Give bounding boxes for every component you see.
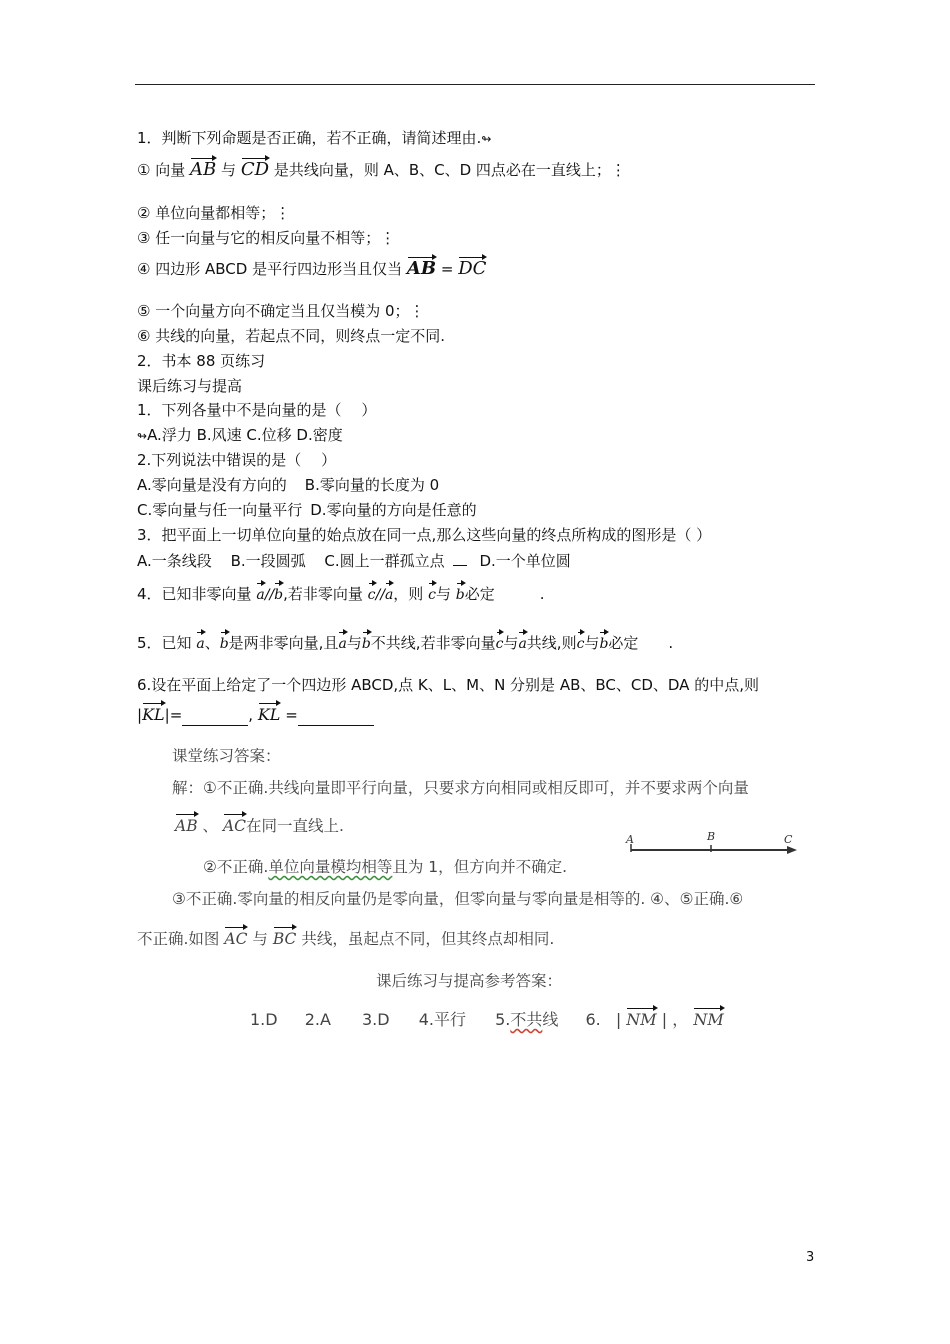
vector-kl: KL: [142, 705, 165, 724]
vector-bc: BC: [272, 930, 297, 948]
vector-b: b: [361, 636, 371, 652]
vector-kl: KL: [257, 705, 281, 724]
answer-2: ②不正确.单位向量模均相等且为 1，但方向并不确定.: [203, 858, 568, 876]
exercise-3-options: A.一条线段 B.一段圆弧 C.圆上一群孤立点 D.一个单位圆: [137, 552, 571, 570]
q1-item-4: ④ 四边形 ABCD 是平行四边形当且仅当 AB = DC: [137, 258, 487, 279]
blank-1: [182, 705, 248, 726]
blank-2: [298, 705, 374, 726]
vector-b: b: [455, 587, 465, 603]
answer-3: ③不正确.零向量的相反向量仍是零向量，但零向量与零向量是相等的. ④、⑤正确.⑥: [172, 890, 744, 908]
q1-item-1: ① 向量 AB 与 CD 是共线向量，则 A、B、C、D 四点必在一直线上；⋮: [137, 159, 626, 180]
vector-ac: AC: [224, 930, 248, 948]
exercise-2-options-row2: C.零向量与任一向量平行 D.零向量的方向是任意的: [137, 501, 477, 519]
collinear-figure: [623, 828, 803, 858]
vector-a: a: [338, 636, 347, 652]
page-number: 3: [806, 1250, 815, 1265]
vector-b: b: [599, 636, 609, 652]
vector-ac: AC: [222, 817, 247, 835]
exercise-4: 4．已知非零向量 a//b,若非零向量 c//a，则 c与 b必定 .: [137, 585, 545, 603]
exercise-6-line2: |KL|= , KL =: [137, 705, 374, 726]
header-rule: [135, 84, 815, 85]
anchor-icon: ↬: [481, 132, 492, 146]
answer-6: 不正确.如图 AC 与 BC 共线，虽起点不同，但其终点却相同.: [137, 930, 555, 948]
answer-1-line1: 解：①不正确.共线向量即平行向量，只要求方向相同或相反即可，并不要求两个向量: [172, 779, 749, 797]
exercise-6-line1: 6.设在平面上给定了一个四边形 ABCD,点 K、L、M、N 分别是 AB、BC、CD、DA 的中点,则: [137, 676, 759, 694]
exercise-1-stem: 1．下列各量中不是向量的是（ ）: [137, 401, 377, 419]
vector-ab: AB: [175, 817, 198, 835]
vector-ab: AB: [406, 258, 437, 279]
anchor-icon: ↬: [137, 429, 148, 443]
vector-a: a: [256, 587, 265, 603]
vector-ab: AB: [190, 159, 217, 180]
figure-arrowhead: [787, 846, 797, 854]
vector-a: a: [384, 587, 394, 603]
q1-item-3: ③ 任一向量与它的相反向量不相等；⋮: [137, 229, 396, 247]
vector-nm: NM: [626, 1010, 657, 1029]
vector-c: c: [367, 587, 376, 603]
vector-nm: NM: [693, 1010, 724, 1029]
answers-title: 课堂练习答案：: [172, 747, 281, 765]
vector-a: a: [196, 636, 205, 652]
vector-b: b: [274, 587, 284, 603]
exercise-3-stem: 3．把平面上一切单位向量的始点放在同一点,那么这些向量的终点所构成的图形是（ ）: [137, 526, 712, 544]
vector-c: c: [576, 636, 585, 652]
exercise-2-options-row1: A.零向量是没有方向的 B.零向量的长度为 0: [137, 476, 440, 494]
vector-dc: DC: [458, 258, 487, 279]
q1-item-5: ⑤ 一个向量方向不确定当且仅当模为 0；⋮: [137, 302, 425, 320]
q1-title: 1．判断下列命题是否正确，若不正确，请简述理由.↬: [137, 129, 492, 147]
figure-label-a: A: [626, 833, 634, 846]
vector-b: b: [219, 636, 229, 652]
vector-cd: CD: [240, 159, 270, 180]
vector-c: c: [428, 587, 436, 603]
answers2-row: 1.D 2.A 3.D 4.平行 5.不共线 6. | NM | ， NM: [250, 1010, 724, 1029]
exercise-2-stem: 2.下列说法中错误的是（ ）: [137, 451, 337, 469]
vector-c: c: [495, 636, 504, 652]
exercise-5: 5．已知 a、b是两非零向量,且a与b不共线,若非零向量c与a共线,则c与b必定 .: [137, 634, 674, 652]
q1-item-6: ⑥ 共线的向量，若起点不同，则终点一定不同.: [137, 327, 445, 345]
q2: 2．书本 88 页练习: [137, 352, 266, 370]
figure-label-b: B: [707, 830, 716, 843]
q1-item-2: ② 单位向量都相等；⋮: [137, 204, 291, 222]
section-title: 课后练习与提高: [137, 377, 243, 395]
figure-label-c: C: [784, 833, 793, 846]
vector-a: a: [518, 636, 527, 652]
answer-1-line2: AB 、 AC在同一直线上.: [175, 817, 344, 835]
answers2-title: 课后练习与提高参考答案：: [376, 972, 563, 990]
exercise-1-options: ↬A.浮力 B.风速 C.位移 D.密度: [137, 426, 343, 444]
